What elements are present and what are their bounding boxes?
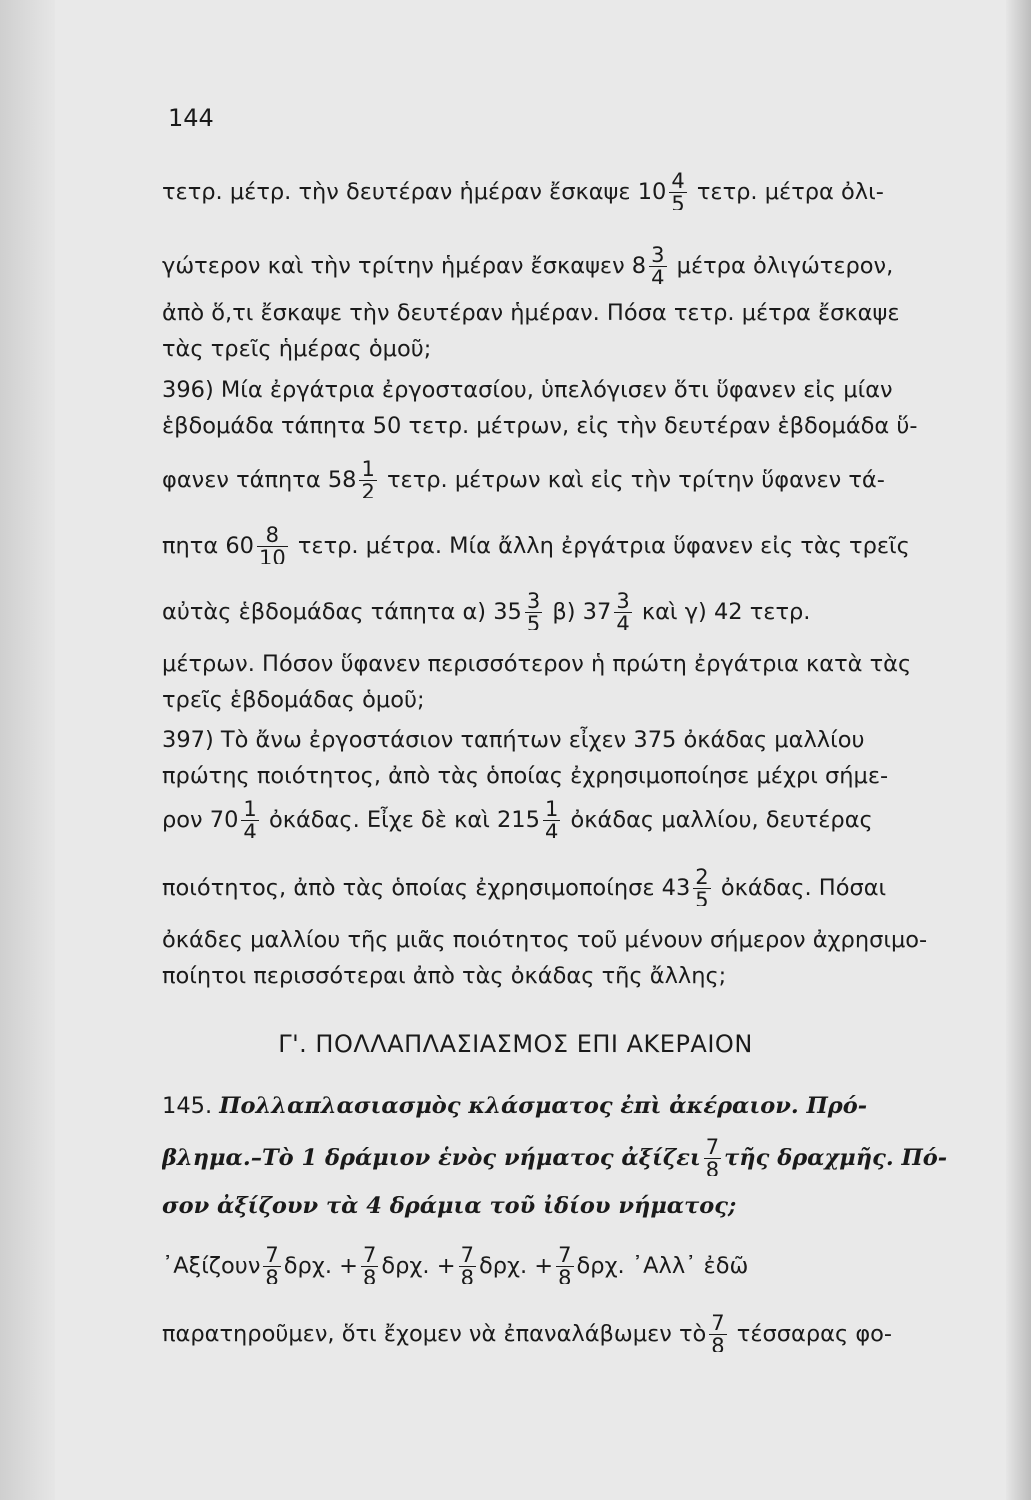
fraction: $\frac{7}{8}$ xyxy=(459,1244,476,1284)
fraction: $\frac{7}{8}$ xyxy=(556,1244,573,1284)
text-line: τὰς τρεῖς ἡμέρας ὁμοῦ; xyxy=(162,336,432,362)
fraction: $\frac{1}{4}$ xyxy=(241,798,258,838)
fraction: $\frac{8}{10}$ xyxy=(257,524,288,564)
text-line: βλημα.–Τὸ 1 δράμιον ἑνὸς νήματος ἀξίζει $\frac{7}{8}$ τῆς δραχμῆς. Πό- xyxy=(162,1136,1016,1176)
text-line: τετρ. μέτρ. τὴν δευτέραν ἡμέραν ἔσκαψε 10 $\frac{4}{5}$ τετρ. μέτρα ὀλι- xyxy=(162,170,1016,210)
fraction: $\frac{3}{4}$ xyxy=(649,244,666,284)
text-line: μέτρων. Πόσον ὕφανεν περισσότερον ἡ πρώτη ἐργάτρια κατὰ τὰς xyxy=(162,651,912,677)
text-line: γώτερον καὶ τὴν τρίτην ἡμέραν ἔσκαψεν 8 $\frac{3}{4}$ μέτρα ὀλιγώτερον, xyxy=(162,244,1016,284)
fraction: $\frac{3}{5}$ xyxy=(525,590,542,630)
fraction: $\frac{7}{8}$ xyxy=(263,1244,280,1284)
text-line: ποιότητος, ἀπὸ τὰς ὁποίας ἐχρησιμοποίησε 43 $\frac{2}{5}$ ὀκάδας. Πόσαι xyxy=(162,866,1016,906)
text-line: 145. Πολλαπλασιασμὸς κλάσματος ἐπὶ ἀκέραιον. Πρό- xyxy=(162,1093,868,1119)
text-line: πητα 60 $\frac{8}{10}$ τετρ. μέτρα. Μία ἄλλη ἐργάτρια ὕφανεν εἰς τὰς τρεῖς xyxy=(162,524,1016,564)
text-line: ρον 70 $\frac{1}{4}$ ὀκάδας. Εἶχε δὲ καὶ 215 $\frac{1}{4}$ ὀκάδας μαλλίου, δευτέρας xyxy=(162,798,1016,838)
text-line: ὀκάδες μαλλίου τῆς μιᾶς ποιότητος τοῦ μένουν σήμερον ἀχρησιμο- xyxy=(162,927,928,953)
text-line: ποίητοι περισσότεραι ἀπὸ τὰς ὀκάδας τῆς ἄλλης; xyxy=(162,963,727,989)
text-line: σον ἀξίζουν τὰ 4 δράμια τοῦ ἰδίου νήματος; xyxy=(162,1193,737,1219)
section-heading: Γ'. ΠΟΛΛΑΠΛΑΣΙΑΣΜΟΣ ΕΠΙ ΑΚΕΡΑΙΟΝ xyxy=(278,1030,753,1058)
text-line: ᾿Αξίζουν $\frac{7}{8}$ δρχ. + $\frac{7}{8}$ δρχ. + $\frac{7}{8}$ δρχ. + $\frac{7}{8}$ δρχ. ᾿Αλλ᾿ ἐδῶ xyxy=(162,1244,1016,1284)
fraction: $\frac{1}{4}$ xyxy=(543,798,560,838)
fraction: $\frac{1}{2}$ xyxy=(359,458,376,498)
page-number: 144 xyxy=(168,104,214,132)
text-line: τρεῖς ἑβδομάδας ὁμοῦ; xyxy=(162,687,425,713)
fraction: $\frac{7}{8}$ xyxy=(361,1244,378,1284)
fraction: $\frac{7}{8}$ xyxy=(704,1136,721,1176)
fraction: $\frac{4}{5}$ xyxy=(669,170,686,210)
exercise-396: 396) Μία ἐργάτρια ἐργοστασίου, ὑπελόγισεν ὅτι ὕφανεν εἰς μίαν xyxy=(162,377,893,403)
fraction: $\frac{2}{5}$ xyxy=(693,866,710,906)
text-line: ἀπὸ ὅ,τι ἔσκαψε τὴν δευτέραν ἡμέραν. Πόσα τετρ. μέτρα ἔσκαψε xyxy=(162,300,900,326)
text-line: παρατηροῦμεν, ὅτι ἔχομεν νὰ ἐπαναλάβωμεν τὸ $\frac{7}{8}$ τέσσαρας φο- xyxy=(162,1312,1016,1352)
text-line: ἑβδομάδα τάπητα 50 τετρ. μέτρων, εἰς τὴν δευτέραν ἑβδομάδα ὕ- xyxy=(162,413,918,439)
section-title: Πολλαπλασιασμὸς κλάσματος ἐπὶ ἀκέραιον. Πρό- xyxy=(219,1093,868,1119)
binding-shadow xyxy=(0,0,55,1500)
text-line: φανεν τάπητα 58 $\frac{1}{2}$ τετρ. μέτρων καὶ εἰς τὴν τρίτην ὕφανεν τά- xyxy=(162,458,1016,498)
exercise-397: 397) Τὸ ἄνω ἐργοστάσιον ταπήτων εἶχεν 375 ὀκάδας μαλλίου xyxy=(162,727,865,753)
text-line: πρώτης ποιότητος, ἀπὸ τὰς ὁποίας ἐχρησιμοποίησε μέχρι σήμε- xyxy=(162,763,889,789)
fraction: $\frac{7}{8}$ xyxy=(709,1312,726,1352)
text-line: αὐτὰς ἑβδομάδας τάπητα α) 35 $\frac{3}{5}$ β) 37 $\frac{3}{4}$ καὶ γ) 42 τετρ. xyxy=(162,590,1016,630)
fraction: $\frac{3}{4}$ xyxy=(614,590,631,630)
